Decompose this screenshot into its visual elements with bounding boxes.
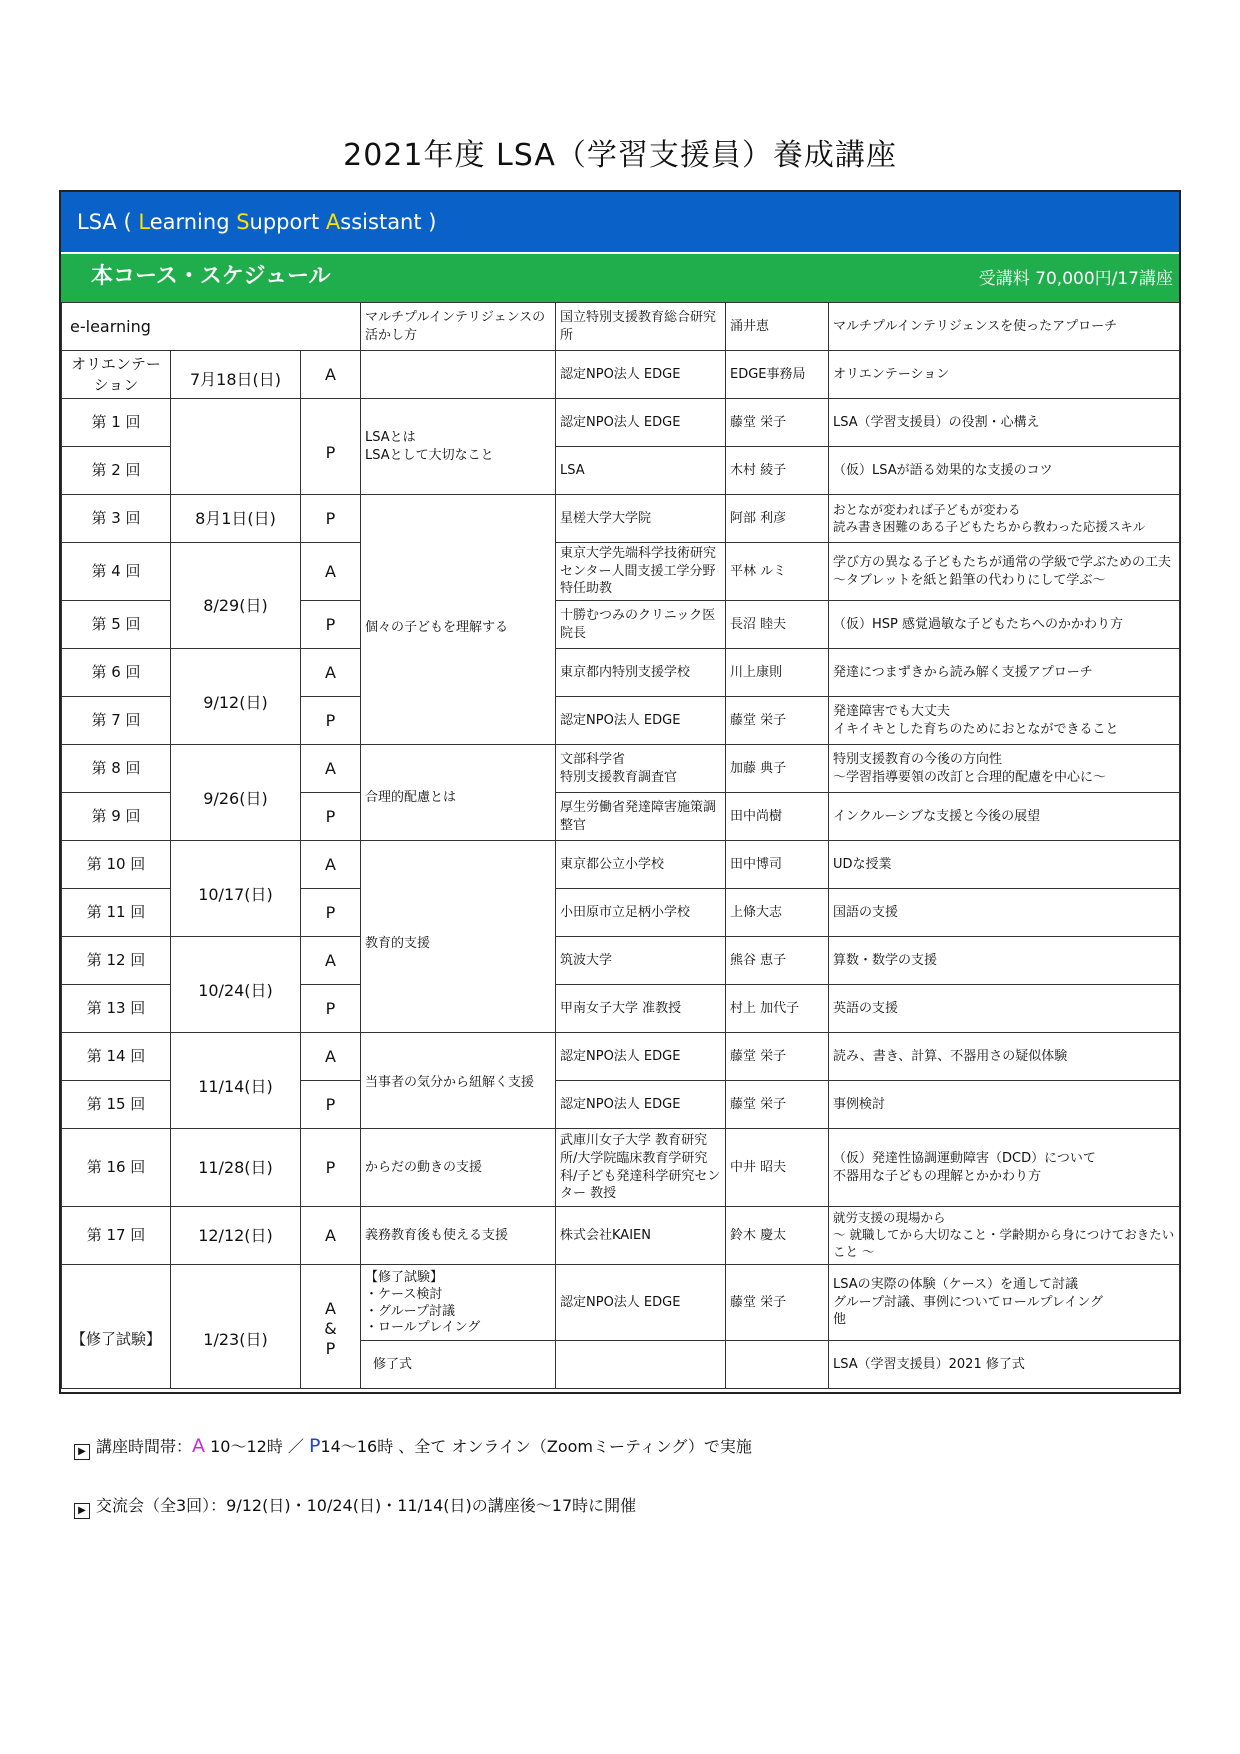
exam-date: 1/23(日)	[171, 1265, 301, 1389]
session-lecturer: 阿部 利彦	[726, 495, 829, 543]
session-theme	[361, 351, 556, 399]
session-date: 8月1日(日)	[171, 495, 301, 543]
session-number: 第 10 回	[62, 841, 171, 889]
session-ap: P	[301, 793, 361, 841]
session-lecturer: 中井 昭夫	[726, 1129, 829, 1207]
lsa-letter-l: L	[138, 210, 150, 234]
session-number: オリエンテーション	[62, 351, 171, 399]
table-row	[62, 495, 1180, 543]
session-lecturer: 藤堂 栄子	[726, 1033, 829, 1081]
session-content: （仮）発達性協調運動障害（DCD）について 不器用な子どもの理解とかかわり方	[829, 1129, 1180, 1207]
session-number: 第 11 回	[62, 889, 171, 937]
session-org: 認定NPO法人 EDGE	[556, 1033, 726, 1081]
session-number: 第 9 回	[62, 793, 171, 841]
session-content: LSA（学習支援員）の役割・心構え	[829, 399, 1180, 447]
session-org: 東京都公立小学校	[556, 841, 726, 889]
session-ap: A	[301, 543, 361, 601]
session-number: 第 16 回	[62, 1129, 171, 1207]
lsa-word-ssistant: ssistant	[340, 210, 422, 234]
session-org: 東京都内特別支援学校	[556, 649, 726, 697]
session-date: 10/24(日)	[171, 937, 301, 1033]
lsa-word-upport: upport	[249, 210, 326, 234]
note-time	[74, 1434, 752, 1460]
session-ap: P	[301, 889, 361, 937]
table-row	[62, 841, 1180, 889]
session-org: 認定NPO法人 EDGE	[556, 697, 726, 745]
lsa-letter-s: S	[236, 210, 250, 234]
session-ap: P	[301, 399, 361, 495]
note-time-suffix: 14～16時 、全て オンライン（Zoomミーティング）で実施	[320, 1437, 752, 1456]
note-exchange	[74, 1493, 636, 1519]
session-ap: P	[301, 1129, 361, 1207]
session-content: 発達障害でも大丈夫 イキイキとした育ちのためにおとなができること	[829, 697, 1180, 745]
session-lecturer: 藤堂 栄子	[726, 1081, 829, 1129]
session-lecturer: 上條大志	[726, 889, 829, 937]
session-org: 武庫川女子大学 教育研究所/大学院臨床教育学研究科/子ども発達科学研究センター 教授	[556, 1129, 726, 1207]
session-number: 第 5 回	[62, 601, 171, 649]
note-p-mark: P	[309, 1435, 321, 1457]
table-row	[62, 649, 1180, 697]
session-ap: A	[301, 1207, 361, 1265]
session-org: 認定NPO法人 EDGE	[556, 1081, 726, 1129]
session-content: インクルーシブな支援と今後の展望	[829, 793, 1180, 841]
session-content: （仮）HSP 感覚過敏な子どもたちへのかかわり方	[829, 601, 1180, 649]
session-number: 第 4 回	[62, 543, 171, 601]
session-date: 7月18日(日)	[171, 351, 301, 399]
session-theme: からだの動きの支援	[361, 1129, 556, 1207]
session-lecturer: 加藤 典子	[726, 745, 829, 793]
session-theme: 義務教育後も使える支援	[361, 1207, 556, 1265]
session-ap: A	[301, 1033, 361, 1081]
session-theme: LSAとは LSAとして大切なこと	[361, 399, 556, 495]
session-org: 小田原市立足柄小学校	[556, 889, 726, 937]
tuition-fee: 受講料 70,000円/17講座	[978, 269, 1173, 289]
session-lecturer: 藤堂 栄子	[726, 697, 829, 745]
table-row	[62, 937, 1180, 985]
session-date: 9/26(日)	[171, 745, 301, 841]
session-ap: P	[301, 697, 361, 745]
session-ap: A	[301, 937, 361, 985]
session-lecturer: 鈴木 慶太	[726, 1207, 829, 1265]
session-org: 認定NPO法人 EDGE	[556, 351, 726, 399]
session-ap: P	[301, 495, 361, 543]
session-lecturer: 藤堂 栄子	[726, 399, 829, 447]
session-theme: 教育的支援	[361, 841, 556, 1033]
session-number: 第 7 回	[62, 697, 171, 745]
session-lecturer: 木村 綾子	[726, 447, 829, 495]
session-number: 第 13 回	[62, 985, 171, 1033]
session-org: 星槎大学大学院	[556, 495, 726, 543]
schedule-frame	[59, 190, 1181, 1394]
session-ap: P	[301, 1081, 361, 1129]
session-number: 第 12 回	[62, 937, 171, 985]
session-date: 11/28(日)	[171, 1129, 301, 1207]
session-content: 発達につまずきから読み解く支援アプローチ	[829, 649, 1180, 697]
session-theme: 合理的配慮とは	[361, 745, 556, 841]
session-content: 事例検討	[829, 1081, 1180, 1129]
lsa-suffix: )	[421, 210, 437, 234]
session-content: UDな授業	[829, 841, 1180, 889]
session-date	[171, 399, 301, 495]
table-row	[62, 1207, 1180, 1265]
session-ap: A	[301, 745, 361, 793]
schedule-table	[61, 302, 1180, 1389]
session-number: 第 15 回	[62, 1081, 171, 1129]
exam-theme: 【修了試験】 ・ケース検討 ・グループ討議 ・ロールプレイング	[361, 1265, 556, 1341]
session-ap: P	[301, 985, 361, 1033]
session-number: 第 2 回	[62, 447, 171, 495]
session-org: 十勝むつみのクリニック医院長	[556, 601, 726, 649]
session-lecturer: 村上 加代子	[726, 985, 829, 1033]
session-number: 第 8 回	[62, 745, 171, 793]
session-date: 12/12(日)	[171, 1207, 301, 1265]
session-date: 8/29(日)	[171, 543, 301, 649]
table-row	[62, 745, 1180, 793]
session-lecturer: EDGE事務局	[726, 351, 829, 399]
session-org: 筑波大学	[556, 937, 726, 985]
session-lecturer: 田中尚樹	[726, 793, 829, 841]
note-a-mark: A	[192, 1435, 206, 1457]
session-date: 11/14(日)	[171, 1033, 301, 1129]
session-content: 特別支援教育の今後の方向性 ～学習指導要領の改訂と合理的配慮を中心に～	[829, 745, 1180, 793]
session-number: 第 14 回	[62, 1033, 171, 1081]
lsa-word-earning: earning	[149, 210, 237, 234]
elearning-theme: マルチプルインテリジェンスの活かし方	[361, 303, 556, 351]
session-theme: 個々の子どもを理解する	[361, 495, 556, 745]
ceremony-content: LSA（学習支援員）2021 修了式	[829, 1341, 1180, 1389]
session-content: 英語の支援	[829, 985, 1180, 1033]
elearning-org: 国立特別支援教育総合研究所	[556, 303, 726, 351]
session-date: 10/17(日)	[171, 841, 301, 937]
session-org: 認定NPO法人 EDGE	[556, 399, 726, 447]
session-ap: A	[301, 649, 361, 697]
schedule-band	[61, 252, 1179, 302]
ceremony-theme: 修了式	[361, 1341, 556, 1389]
session-content: 国語の支援	[829, 889, 1180, 937]
session-lecturer: 熊谷 恵子	[726, 937, 829, 985]
exam-row	[62, 1265, 1180, 1341]
exam-label: 【修了試験】	[62, 1265, 171, 1389]
session-org: 文部科学省 特別支援教育調査官	[556, 745, 726, 793]
session-content: 算数・数学の支援	[829, 937, 1180, 985]
schedule-band-title: 本コース・スケジュール	[91, 264, 331, 289]
session-content: おとなが変われば子どもが変わる 読み書き困難のある子どもたちから教わった応援スキル	[829, 495, 1180, 543]
table-row	[62, 1129, 1180, 1207]
session-lecturer: 田中博司	[726, 841, 829, 889]
exam-ap: A & P	[301, 1265, 361, 1389]
note-time-mid: 10～12時 ／	[205, 1437, 309, 1456]
table-row	[62, 1033, 1180, 1081]
session-org: 東京大学先端科学技術研究センター人間支援工学分野特任助教	[556, 543, 726, 601]
table-row	[62, 351, 1180, 399]
elearning-row	[62, 303, 1180, 351]
session-content: （仮）LSAが語る効果的な支援のコツ	[829, 447, 1180, 495]
session-ap: P	[301, 601, 361, 649]
elearning-content: マルチプルインテリジェンスを使ったアプローチ	[829, 303, 1180, 351]
note-exchange-text: 交流会（全3回）：9/12(日)・10/24(日)・11/14(日)の講座後～17時に開催	[96, 1496, 637, 1515]
session-content: オリエンテーション	[829, 351, 1180, 399]
session-lecturer: 川上康則	[726, 649, 829, 697]
session-content: 学び方の異なる子どもたちが通常の学級で学ぶための工夫 ～タブレットを紙と鉛筆の代わりにして学ぶ～	[829, 543, 1180, 601]
play-box-icon: ▶	[74, 1503, 90, 1519]
elearning-lecturer: 涌井恵	[726, 303, 829, 351]
ceremony-org	[556, 1341, 726, 1389]
session-org: 株式会社KAIEN	[556, 1207, 726, 1265]
table-row	[62, 399, 1180, 447]
play-box-icon: ▶	[74, 1444, 90, 1460]
exam-lecturer: 藤堂 栄子	[726, 1265, 829, 1341]
lsa-letter-a: A	[325, 210, 341, 234]
session-date: 9/12(日)	[171, 649, 301, 745]
exam-org: 認定NPO法人 EDGE	[556, 1265, 726, 1341]
ceremony-lecturer	[726, 1341, 829, 1389]
session-number: 第 17 回	[62, 1207, 171, 1265]
session-theme: 当事者の気分から紐解く支援	[361, 1033, 556, 1129]
note-time-prefix: 講座時間帯：	[96, 1437, 193, 1456]
session-content: 就労支援の現場から ～ 就職してから大切なこと・学齢期から身につけておきたいこと ～	[829, 1207, 1180, 1265]
session-number: 第 6 回	[62, 649, 171, 697]
table-row	[62, 543, 1180, 601]
exam-content: LSAの実際の体験（ケース）を通して討議 グループ討議、事例についてロールプレイング 他	[829, 1265, 1180, 1341]
lsa-header-band	[61, 192, 1179, 252]
session-org: LSA	[556, 447, 726, 495]
session-number: 第 3 回	[62, 495, 171, 543]
lsa-prefix: LSA (	[77, 210, 139, 234]
session-ap: A	[301, 351, 361, 399]
session-lecturer: 長沼 睦夫	[726, 601, 829, 649]
session-number: 第 1 回	[62, 399, 171, 447]
session-org: 甲南女子大学 准教授	[556, 985, 726, 1033]
session-ap: A	[301, 841, 361, 889]
session-lecturer: 平林 ルミ	[726, 543, 829, 601]
page-title: 2021年度 LSA（学習支援員）養成講座	[343, 138, 897, 173]
elearning-label: e-learning	[62, 303, 361, 351]
session-org: 厚生労働省発達障害施策調整官	[556, 793, 726, 841]
session-content: 読み、書き、計算、不器用さの疑似体験	[829, 1033, 1180, 1081]
